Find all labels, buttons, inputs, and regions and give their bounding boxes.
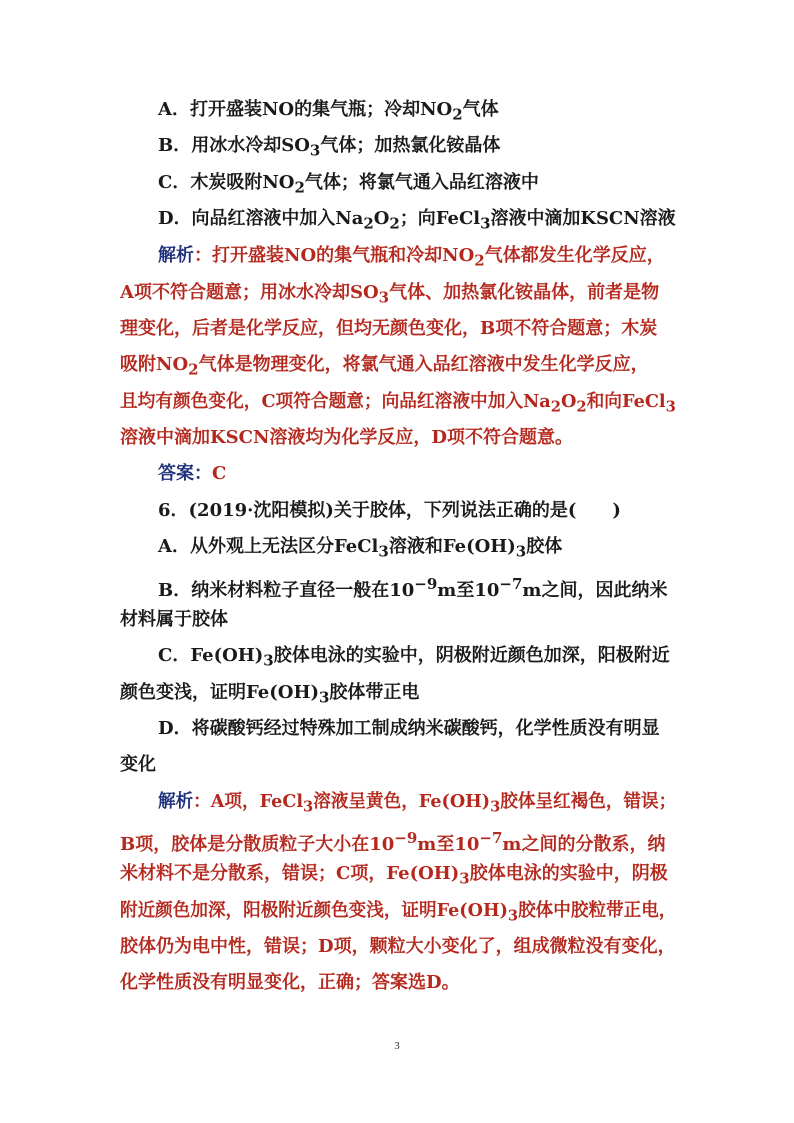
q5-analysis-line-5: 且均有颜色变化，C项符合题意；向品红溶液中加入$Na_2O_2$和向FeCl$_3$ xyxy=(120,391,676,416)
q5-option-a: A．打开盛装NO的集气瓶；冷却$NO_2$气体 xyxy=(158,99,499,124)
q6-analysis-line-2: B项，胶体是分散质粒子大小在$10^{-9}m$至$10^{-7}m$之间的分散系，纳 xyxy=(120,829,666,855)
q5-answer xyxy=(158,462,226,486)
q5-analysis-line-4: 吸附$NO_2$气体是物理变化，将氯气通入品红溶液中发生化学反应， xyxy=(120,354,649,379)
q6-option-c-line-1: C．$Fe(OH)_3$胶体电泳的实验中，阴极附近颜色加深，阳极附近 xyxy=(158,645,670,670)
q6-option-b-line-1: B．纳米材料粒子直径一般在$10^{-9}m$至$10^{-7}m$之间，因此纳米 xyxy=(158,575,668,601)
answer-label: 答案： xyxy=(158,463,212,484)
page-number: 3 xyxy=(394,1040,400,1052)
q5-option-d: D．向品红溶液中加入$Na_2O_2$；向FeCl$_3$溶液中滴加KSCN溶液 xyxy=(158,208,676,233)
q6-analysis-line-4: 附近颜色加深，阳极附近颜色变浅，证明$Fe(OH)_3$胶体中胶粒带正电， xyxy=(120,900,677,925)
q6-analysis-line-6: 化学性质没有明显变化，正确；答案选D。 xyxy=(120,972,460,993)
answer-value: C xyxy=(212,463,227,484)
q6-stem: 6．(2019·沈阳模拟)关于胶体，下列说法正确的是( ) xyxy=(158,500,621,521)
q6-analysis-line-5: 胶体仍为电中性，错误；D项，颗粒大小变化了，组成微粒没有变化， xyxy=(120,936,676,957)
q6-option-d-line-1: D．将碳酸钙经过特殊加工制成纳米碳酸钙，化学性质没有明显 xyxy=(158,718,660,739)
q5-option-c: C．木炭吸附$NO_2$气体；将氯气通入品红溶液中 xyxy=(158,172,539,197)
q5-analysis-line-6: 溶液中滴加KSCN溶液均为化学反应，D项不符合题意。 xyxy=(120,427,574,448)
q6-option-c-line-2: 颜色变浅，证明$Fe(OH)_3$胶体带正电 xyxy=(120,682,420,707)
q6-option-d-line-2: 变化 xyxy=(120,754,156,775)
analysis-label: 解析 xyxy=(158,791,194,812)
q6-analysis-line-3: 米材料不是分散系，错误；C项，$Fe(OH)_3$胶体电泳的实验中，阴极 xyxy=(120,863,668,888)
q5-option-b: B．用冰水冷却$SO_3$气体；加热氯化铵晶体 xyxy=(158,135,501,160)
q5-analysis-line-3: 理变化，后者是化学反应，但均无颜色变化，B项不符合题意；木炭 xyxy=(120,318,658,339)
q6-option-a: A．从外观上无法区分FeCl$_3$溶液和$Fe(OH)_3$胶体 xyxy=(158,536,563,561)
analysis-label: 解析 xyxy=(158,245,194,266)
q5-analysis-line-1: 解析：打开盛装NO的集气瓶和冷却$NO_2$气体都发生化学反应， xyxy=(158,245,665,270)
q6-option-b-line-2: 材料属于胶体 xyxy=(120,609,228,630)
q6-analysis-line-1: 解析：A项，FeCl$_3$溶液呈黄色，$Fe(OH)_3$胶体呈红褐色，错误； xyxy=(158,791,677,816)
q5-analysis-line-2: A项不符合题意；用冰水冷却$SO_3$气体、加热氯化铵晶体，前者是物 xyxy=(120,282,660,307)
